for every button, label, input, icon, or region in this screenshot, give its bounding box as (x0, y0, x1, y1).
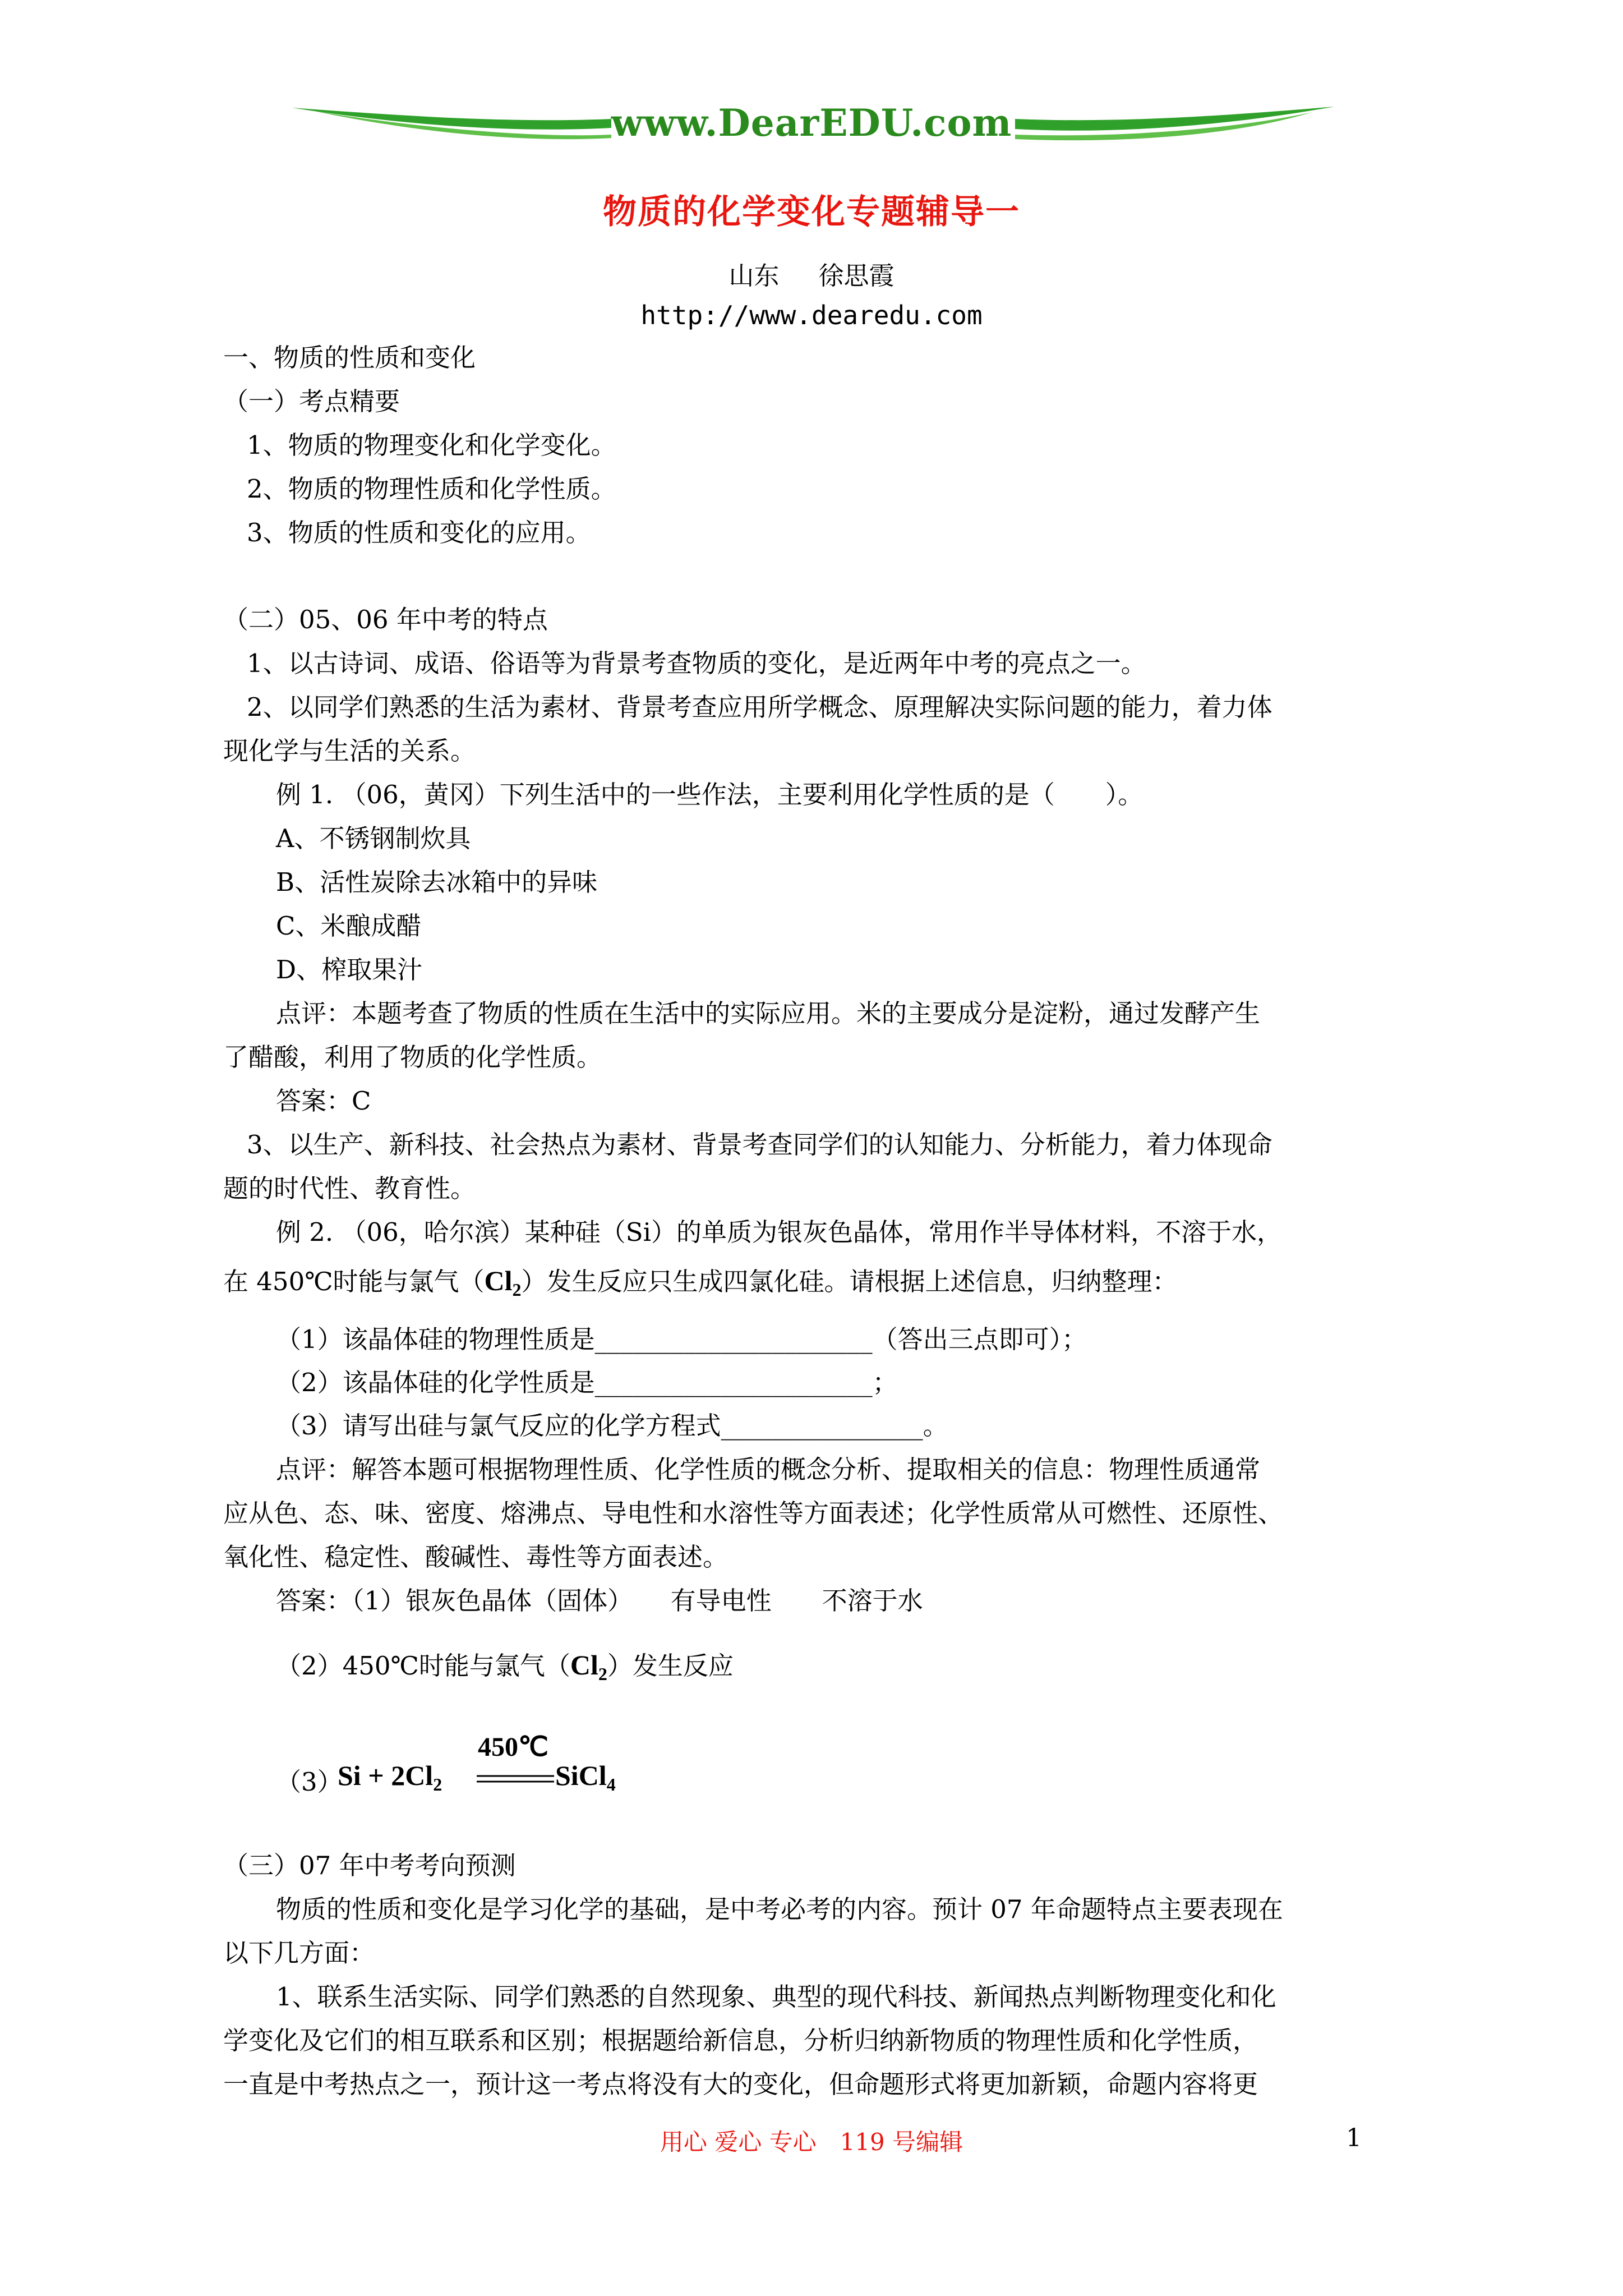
body-line: 学变化及它们的相互联系和区别；根据题给新信息，分析归纳新物质的物理性质和化学性质， (223, 2026, 1258, 2055)
reaction-condition: 450℃ (478, 1732, 548, 1762)
example-question: 例 2. （06，哈尔滨）某种硅（Si）的单质为银灰色晶体，常用作半导体材料，不溶于水， (276, 1217, 1283, 1247)
fill-blank-question: （1）该晶体硅的物理性质是______________________（答出三点即可）； (276, 1324, 1087, 1354)
body-line: 现化学与生活的关系。 (223, 736, 476, 766)
body-line: 3、物质的性质和变化的应用。 (247, 518, 591, 547)
body-line: 以下几方面： (223, 1938, 375, 1968)
header-site-name[interactable]: www.DearEDU.com (611, 101, 1012, 145)
chlorine-formula: $Cl_2$ (570, 1649, 607, 1684)
author-region: 山东 (728, 261, 780, 291)
subsection-heading: （二）05、06 年中考的特点 (223, 605, 548, 634)
body-line: 1、联系生活实际、同学们熟悉的自然现象、典型的现代科技、新闻热点判断物理变化和化 (276, 1982, 1276, 2012)
equation-product: SiCl$_4$ (555, 1760, 616, 1795)
page-number: 1 (1346, 2124, 1362, 2152)
comment-line: 氧化性、稳定性、酸碱性、毒性等方面表述。 (223, 1542, 728, 1572)
source-url[interactable]: http://www.dearedu.com (640, 300, 983, 330)
comment-line: 了醋酸，利用了物质的化学性质。 (223, 1042, 602, 1072)
answer-option: A、不锈钢制炊具 (276, 823, 471, 853)
comment-line: 点评：解答本题可根据物理性质、化学性质的概念分析、提取相关的信息：物理性质通常 (276, 1455, 1261, 1484)
body-line: 一直是中考热点之一，预计这一考点将没有大的变化，但命题形式将更加新颖，命题内容将更 (223, 2069, 1258, 2099)
answer-line: 答案：（1）银灰色晶体（固体） 有导电性 不溶于水 (276, 1586, 923, 1616)
answer-option: B、活性炭除去冰箱中的异味 (276, 867, 598, 897)
body-line: 2、以同学们熟悉的生活为素材、背景考查应用所学概念、原理解决实际问题的能力，着力体 (247, 692, 1272, 722)
subsection-heading: （三）07 年中考考向预测 (223, 1851, 516, 1880)
header-banner (0, 84, 1623, 168)
author-name: 徐思霞 (818, 261, 895, 291)
chlorine-formula: $Cl_2$ (484, 1265, 522, 1300)
body-line: 物质的性质和变化是学习化学的基础，是中考必考的内容。预计 07 年命题特点主要表现在 (276, 1894, 1283, 1924)
footer-text: 用心 爱心 专心 119 号编辑 (660, 2128, 963, 2156)
subsection-heading: （一）考点精要 (223, 386, 400, 416)
answer-line: 答案：C (276, 1086, 371, 1116)
body-line: 1、以古诗词、成语、俗语等为背景考查物质的变化，是近两年中考的亮点之一。 (247, 648, 1146, 678)
body-line: 题的时代性、教育性。 (223, 1174, 476, 1203)
section-heading: 一、物质的性质和变化 (223, 343, 476, 372)
document-title: 物质的化学变化专题辅导一 (603, 192, 1020, 232)
answer-option: C、米酿成醋 (276, 911, 422, 941)
answer-line: （2）450℃时能与氯气$(Cl_2)$发生反应 (276, 1649, 734, 1684)
example-question: 例 1. （06，黄冈）下列生活中的一些作法，主要利用化学性质的是（ ）。 (276, 780, 1144, 809)
equals-sign (477, 1774, 555, 1785)
answer-option: D、榨取果汁 (276, 955, 423, 984)
example-question-line: 在 450℃时能与氯气$(Cl_2)$发生反应只生成四氯化硅。请根据上述信息，归纳整理： (223, 1265, 1178, 1300)
author-line (0, 255, 1623, 292)
body-line: 1、物质的物理变化和化学变化。 (247, 430, 616, 460)
comment-line: 应从色、态、味、密度、熔沸点、导电性和水溶性等方面表述；化学性质常从可燃性、还原性、 (223, 1498, 1284, 1528)
body-line: 2、物质的物理性质和化学性质。 (247, 474, 616, 504)
chemical-equation: （3） $Si + 2Cl_2$ 450℃ SiCl$_4$ (276, 1732, 616, 1797)
fill-blank-question: （3）请写出硅与氯气反应的化学方程式________________。 (276, 1411, 948, 1441)
comment-line: 点评：本题考查了物质的性质在生活中的实际应用。米的主要成分是淀粉，通过发酵产生 (276, 999, 1261, 1028)
equation-reactants: $Si + 2Cl_2$ (338, 1760, 442, 1795)
body-line: 3、以生产、新科技、社会热点为素材、背景考查同学们的认知能力、分析能力，着力体现命 (247, 1130, 1272, 1159)
fill-blank-question: （2）该晶体硅的化学性质是______________________； (276, 1368, 898, 1397)
